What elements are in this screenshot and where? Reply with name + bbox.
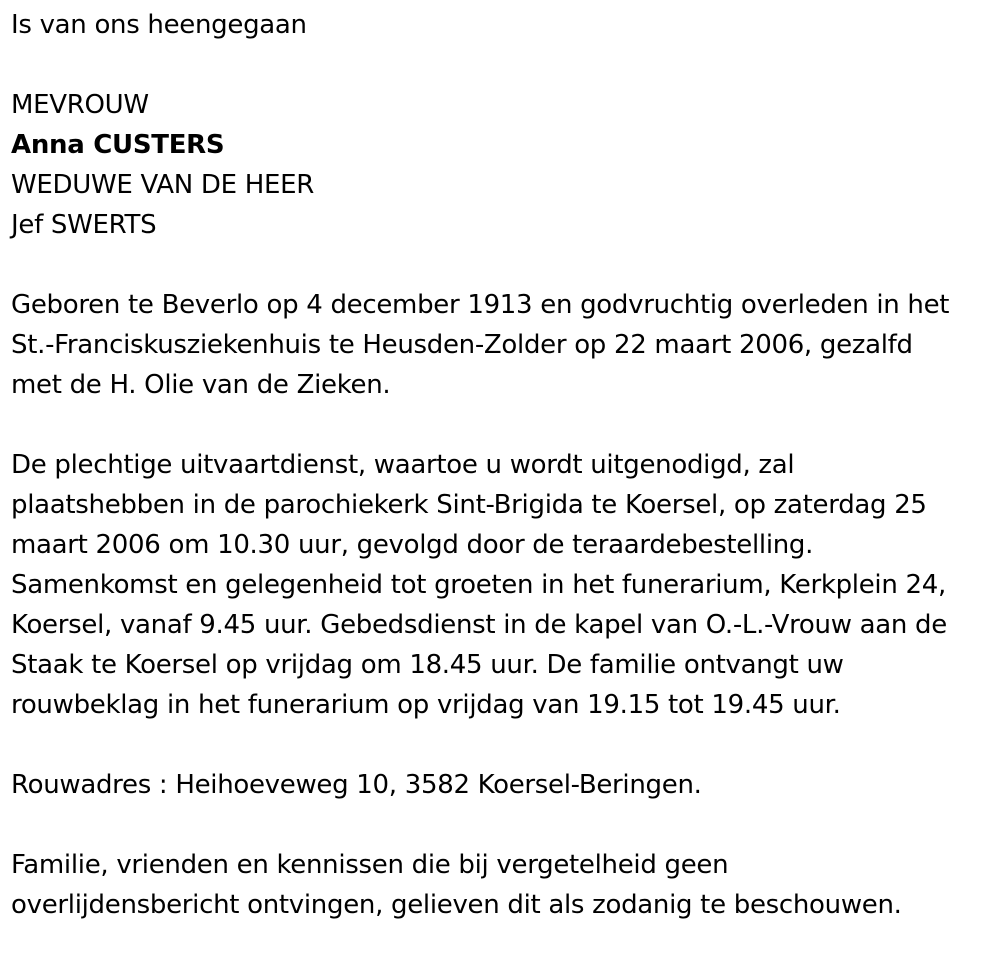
paragraph-line: rouwbeklag in het funerarium op vrijdag van 19.15 tot 19.45 uur.: [11, 690, 841, 720]
spacer: [11, 245, 996, 285]
spouse-name: Jef SWERTS: [11, 210, 157, 240]
paragraph-line: Samenkomst en gelegenheid tot groeten in het funerarium, Kerkplein 24,: [11, 570, 946, 600]
paragraph-line: Familie, vrienden en kennissen die bij vergetelheid geen: [11, 850, 729, 880]
paragraph-line: Staak te Koersel op vrijdag om 18.45 uur. De familie ontvangt uw: [11, 650, 844, 680]
spacer: [11, 405, 996, 445]
paragraph-line: Geboren te Beverlo op 4 december 1913 en godvruchtig overleden in het: [11, 290, 950, 320]
obituary-notice: [11, 5, 996, 925]
paragraph-line: maart 2006 om 10.30 uur, gevolgd door de teraardebestelling.: [11, 530, 814, 560]
paragraph-line: St.-Franciskusziekenhuis te Heusden-Zolder op 22 maart 2006, gezalfd: [11, 330, 913, 360]
title-text: MEVROUW: [11, 90, 149, 120]
paragraph-line: met de H. Olie van de Zieken.: [11, 370, 391, 400]
spacer: [11, 805, 996, 845]
paragraph-line: De plechtige uitvaartdienst, waartoe u wordt uitgenodigd, zal: [11, 450, 795, 480]
spacer: [11, 45, 996, 85]
intro-text: Is van ons heengegaan: [11, 10, 307, 40]
paragraph-line: Koersel, vanaf 9.45 uur. Gebedsdienst in de kapel van O.-L.-Vrouw aan de: [11, 610, 947, 640]
paragraph-line: Rouwadres : Heihoeveweg 10, 3582 Koersel-Beringen.: [11, 770, 702, 800]
paragraph-line: plaatshebben in de parochiekerk Sint-Brigida te Koersel, op zaterdag 25: [11, 490, 927, 520]
funeral-service-paragraph: [11, 445, 996, 725]
paragraph-line: overlijdensbericht ontvingen, gelieven dit als zodanig te beschouwen.: [11, 890, 902, 920]
name-block: [11, 85, 996, 245]
closing-paragraph: [11, 845, 996, 925]
spacer: [11, 725, 996, 765]
mourning-address-paragraph: [11, 765, 996, 805]
deceased-name: Anna CUSTERS: [11, 130, 225, 160]
relation-text: WEDUWE VAN DE HEER: [11, 170, 314, 200]
birth-death-paragraph: [11, 285, 996, 405]
